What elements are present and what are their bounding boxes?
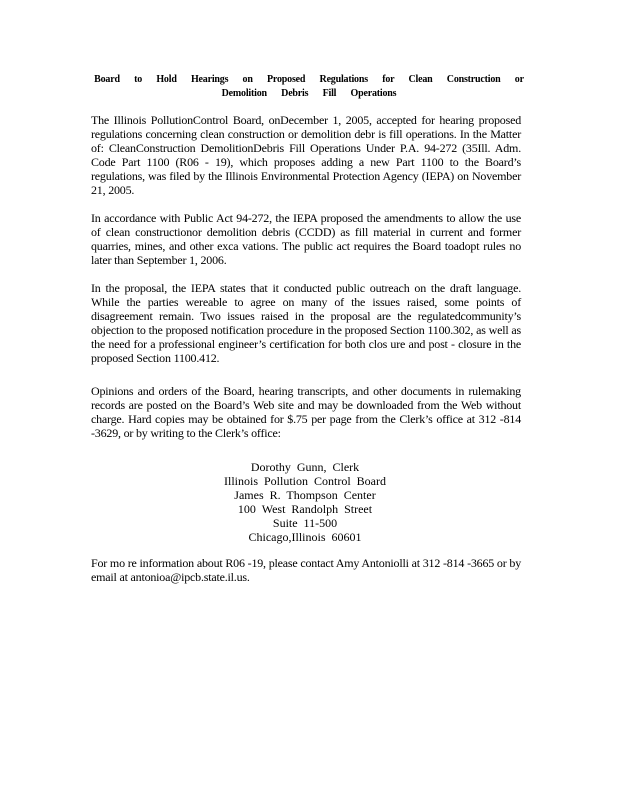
address-building: James R. Thompson Center: [234, 488, 376, 502]
paragraph-proposal: In the proposal, the IEPA states that it conducted public outreach on the draft language. While the parties wereable to agree on many of the issues raised, some points of disagreement remain. Two issues raised in the proposal are the regulatedcommunity’s objection to the proposed notification procedure in the proposed Section 1100.302, as well as the need for a professional engineer’s certification for both clos ure and post - closure in the proposed Section 1100.412.: [91, 281, 521, 365]
paragraph-contact: For mo re information about R06 -19, please contact Amy Antoniolli at 312 -814 -3665 or by email at antonioa@ipcb.state.il.us.: [91, 556, 521, 584]
clerk-address-block: [160, 460, 450, 544]
paragraph-acceptance: The Illinois PollutionControl Board, onDecember 1, 2005, accepted for hearing proposed regulations concerning clean construction or demolition debr is fill operations. In the Matter of: CleanConstruction DemolitionDebris Fill Operations Under P.A. 94-272 (35Ill. Adm. Code Part 1100 (R06 - 19), which proposes adding a new Part 1100 to the Board’s regulations, was filed by the Illinois Environmental Protection Agency (IEPA) on November 21, 2005.: [91, 113, 521, 197]
document-title: [60, 73, 558, 101]
title-line-2: Demolition Debris Fill Operations: [221, 88, 397, 99]
address-city: Chicago,Illinois 60601: [248, 530, 362, 544]
paragraph-public-act: In accordance with Public Act 94-272, the IEPA proposed the amendments to allow the use of clean constructionor demolition debris (CCDD) as fill material in current and former quarries, mines, and other exca vations. The public act requires the Board toadopt rules no later than September 1, 2006.: [91, 211, 521, 267]
address-street: 100 West Randolph Street: [237, 502, 373, 516]
address-org: Illinois Pollution Control Board: [223, 474, 386, 488]
paragraph-opinions-orders: Opinions and orders of the Board, hearing transcripts, and other documents in rulemaking records are posted on the Board’s Web site and may be downloaded from the Web without charge. Hard copies may be obtained for $.75 per page from the Clerk’s office at 312 -814 -3629, or by writing to the Clerk’s office:: [91, 384, 521, 440]
title-line-1: Board to Hold Hearings on Proposed Regulations for Clean Construction or: [94, 74, 524, 85]
address-name: Dorothy Gunn, Clerk: [250, 460, 360, 474]
address-suite: Suite 11-500: [272, 516, 338, 530]
